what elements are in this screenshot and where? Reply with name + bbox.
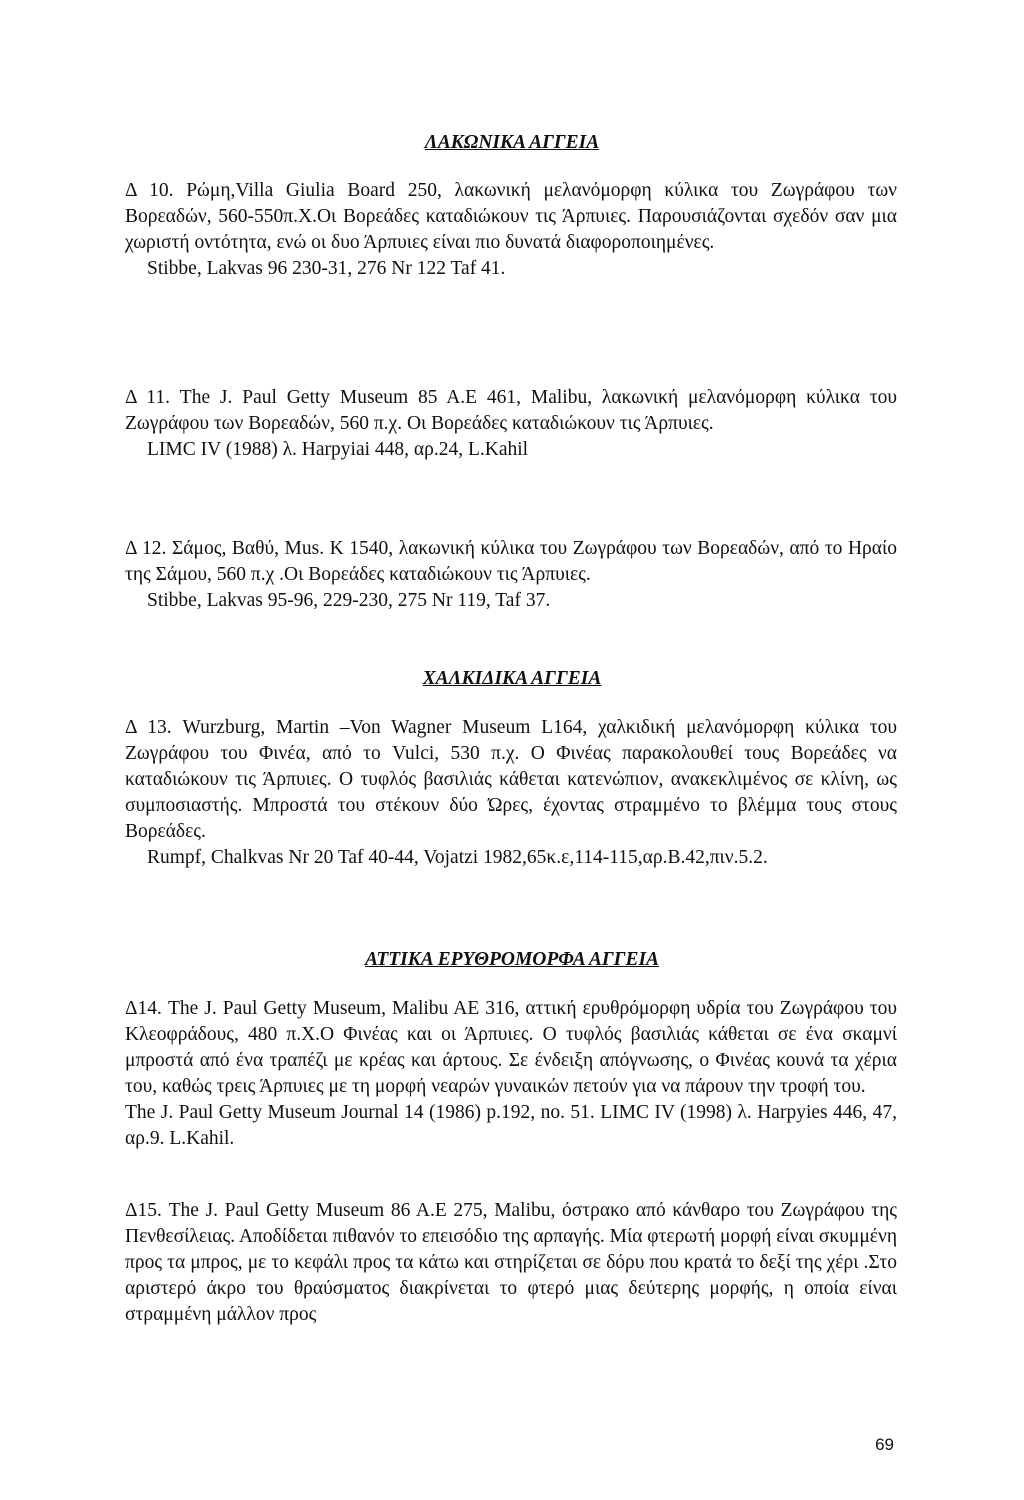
entry-reference: The J. Paul Getty Museum Journal 14 (1986) p.192, no. 51. LIMC IV (1998) λ. Harpyies 446, 47, αρ.9. L.Kahil. xyxy=(125,1102,897,1149)
entry-d10 xyxy=(125,178,897,282)
page-number: 69 xyxy=(875,1435,894,1454)
entry-text: Δ14. The J. Paul Getty Museum, Malibu AE 316, αττική ερυθρόμορφη υδρία του Ζωγράφου του Κλεοφράδους, 480 π.Χ.Ο Φινέας και οι Άρπυιες. Ο τυφλός βασιλιάς κάθεται σε ένα σκαμνί μπροστά από ένα τραπέζι με κρέας και άρτους. Σε ένδειξη απόγνωσης, ο Φινέας κουνά τα χέρια του, καθώς τρεις Άρπυιες με τη μορφή νεαρών γυναικών πετούν για να πάρουν την τροφή του. xyxy=(125,998,897,1097)
entry-d15 xyxy=(125,1198,897,1328)
entry-reference: Stibbe, Lakvas 96 230-31, 276 Nr 122 Taf 41. xyxy=(147,258,506,279)
entry-d14 xyxy=(125,996,897,1152)
entry-text: Δ15. The J. Paul Getty Museum 86 A.E 275, Malibu, όστρακο από κάνθαρο του Ζωγράφου της Πενθεσίλειας. Αποδίδεται πιθανόν το επεισόδιο της αρπαγής. Μία φτερωτή μορφή είναι σκυμμένη προς τα μπρος, με το κεφάλι προς τα κάτω και στηρίζεται σε δόρυ που κρατά το δεξί της χέρι .Στο αριστερό άκρο του θραύσματος διακρίνεται το φτερό μιας δεύτερης μορφής, η οποία είναι στραμμένη μάλλον προς xyxy=(125,1200,898,1325)
entry-reference: LIMC IV (1988) λ. Harpyiai 448, αρ.24, L.Kahil xyxy=(147,439,529,460)
entry-d13 xyxy=(125,715,897,871)
entry-text: Δ 12. Σάμος, Βαθύ, Mus. K 1540, λακωνική κύλικα του Ζωγράφου των Βορεαδών, από το Ηραίο της Σάμου, 560 π.χ .Οι Βορεάδες καταδιώκουν τις Άρπυιες. xyxy=(125,538,897,585)
entry-d12 xyxy=(125,536,897,614)
section-heading-chalcidian: ΧΑΛΚΙΔΙΚΑ ΑΓΓΕΙΑ xyxy=(422,668,602,689)
entry-reference: Stibbe, Lakvas 95-96, 229-230, 275 Nr 119, Taf 37. xyxy=(147,590,551,611)
entry-d11 xyxy=(125,385,897,463)
entry-text: Δ 13. Wurzburg, Martin –Von Wagner Museum L164, χαλκιδική μελανόμορφη κύλικα του Ζωγράφου του Φινέα, από το Vulci, 530 π.χ. Ο Φινέας παρακολουθεί τους Βορεάδες να καταδιώκουν τις Άρπυιες. Ο τυφλός βασιλιάς κάθεται κατενώπιον, ανακεκλιμένος σε κλίνη, ως συμποσιαστής. Μπροστά του στέκουν δύο Ώρες, έχοντας στραμμένο το βλέμμα τους στους Βορεάδες. xyxy=(125,717,897,842)
section-heading-laconian: ΛΑΚΩΝΙΚΑ ΑΓΓΕΙΑ xyxy=(424,132,600,153)
entry-text: Δ 11. The J. Paul Getty Museum 85 A.E 461, Malibu, λακωνική μελανόμορφη κύλικα του Ζωγράφου των Βορεαδών, 560 π.χ. Οι Βορεάδες καταδιώκουν τις Άρπυιες. xyxy=(125,387,897,434)
entry-reference: Rumpf, Chalkvas Nr 20 Taf 40-44, Vojatzi 1982,65κ.ε,114-115,αρ.Β.42,πιν.5.2. xyxy=(147,847,768,868)
section-heading-attic-red-figure: ΑΤΤΙΚΑ ΕΡΥΘΡΟΜΟΡΦΑ ΑΓΓΕΙΑ xyxy=(364,949,660,970)
entry-text: Δ 10. Ρώμη,Villa Giulia Board 250, λακωνική μελανόμορφη κύλικα του Ζωγράφου των Βορεαδών, 560-550π.Χ.Οι Βορεάδες καταδιώκουν τις Άρπυιες. Παρουσιάζονται σχεδόν σαν μια χωριστή οντότητα, ενώ οι δυο Άρπυιες είναι πιο δυνατά διαφοροποιημένες. xyxy=(125,180,897,253)
